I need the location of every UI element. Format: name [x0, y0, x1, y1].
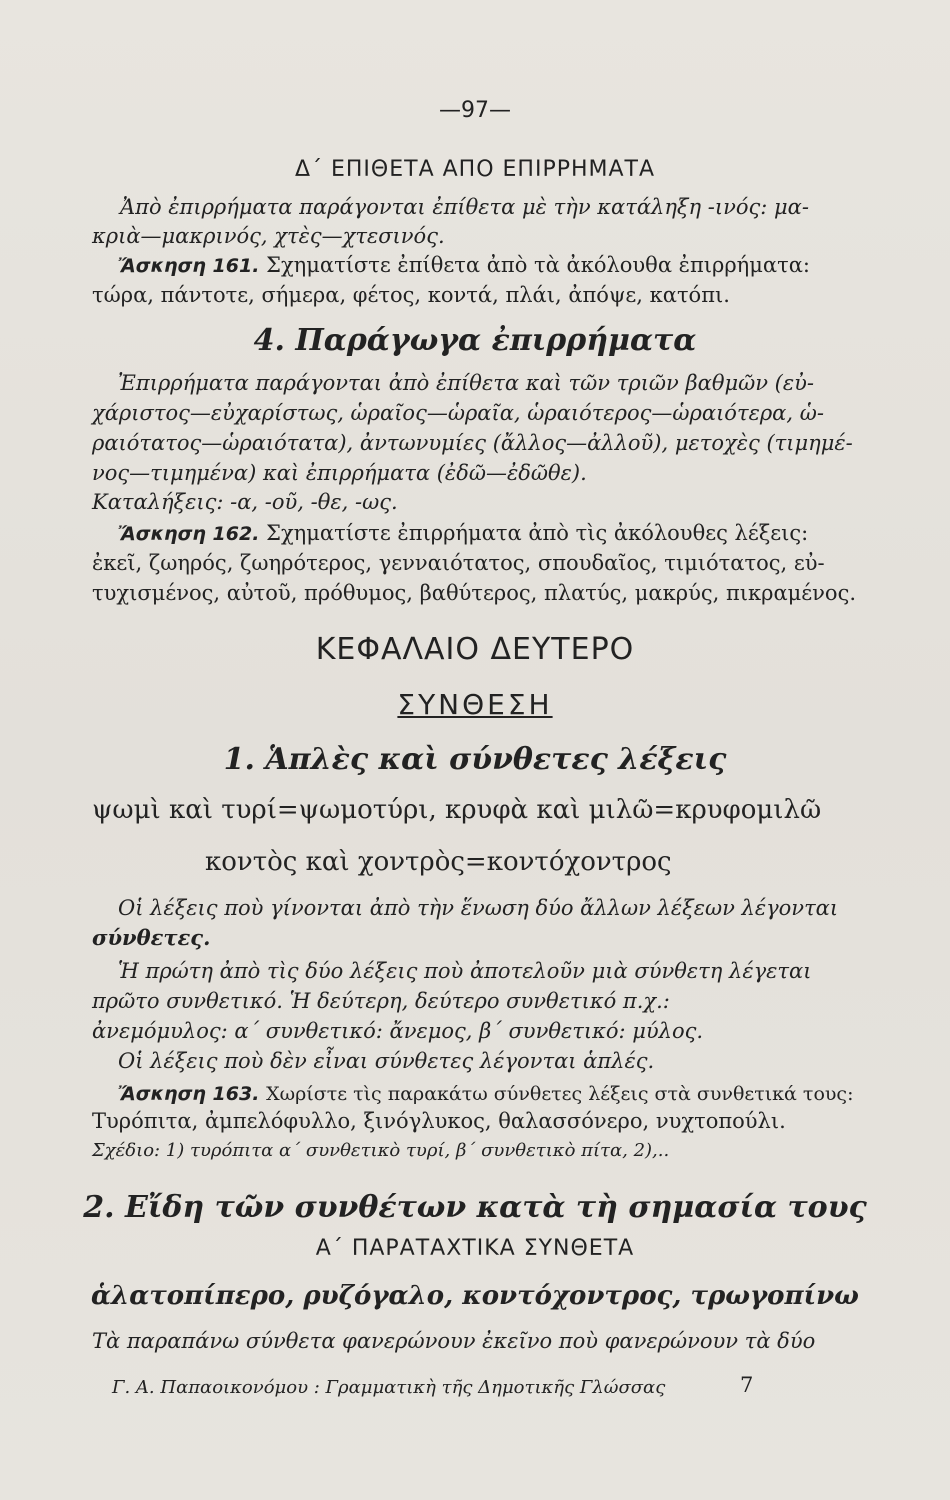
exercise-text: Χωρίστε τὶς παρακάτω σύνθετες λέξεις στὰ συνθετικά τους: — [266, 1083, 854, 1105]
exercise-163 — [118, 1080, 853, 1107]
exercise-plan: Σχέδιο: 1) τυρόπιτα α΄ συνθετικὸ τυρί, β΄ συνθετικὸ πίτα, 2),.. — [92, 1140, 670, 1161]
exercise-line: Τυρόπιτα, ἀμπελόφυλλο, ξινόγλυκος, θαλασσόνερο, νυχτοπούλι. — [92, 1109, 786, 1133]
chapter-title: ΚΕΦΑΛΑΙΟ ΔΕΥΤΕΡΟ — [315, 632, 635, 667]
paragraph-line: Ἐπιρρήματα παράγονται ἀπὸ ἐπίθετα καὶ τῶν τριῶν βαθμῶν (εὐ- — [118, 371, 815, 395]
exercise-text: Σχηματίστε ἐπιρρήματα ἀπὸ τὶς ἀκόλουθες λέξεις: — [266, 521, 809, 545]
exercise-label: Ἄσκηση 162. — [118, 523, 260, 545]
heading-compound-types: 2. Εἴδη τῶν συνθέτων κατὰ τὴ σημασία τους — [83, 1190, 867, 1225]
paragraph-line: κριὰ—μακρινός, χτὲς—χτεσινός. — [92, 224, 445, 248]
paragraph-line: πρῶτο συνθετικό. Ἡ δεύτερη, δεύτερο συνθετικό π.χ.: — [92, 989, 670, 1013]
paragraph-line: Τὰ παραπάνω σύνθετα φανερώνουν ἐκεῖνο ποὺ φανερώνουν τὰ δύο — [92, 1329, 816, 1353]
paragraph-line: Οἱ λέξεις ποὺ δὲν εἶναι σύνθετες λέγονται ἁπλές. — [118, 1049, 655, 1073]
paragraph-line: Ἡ πρώτη ἀπὸ τὶς δύο λέξεις ποὺ ἀποτελοῦν μιὰ σύνθετη λέγεται — [118, 959, 812, 983]
exercise-label: Ἄσκηση 163. — [118, 1083, 260, 1105]
exercise-line: ἐκεῖ, ζωηρός, ζωηρότερος, γενναιότατος, σπουδαῖος, τιμιότατος, εὐ- — [92, 551, 825, 575]
chapter-subtitle: ΣΥΝΘΕΣΗ — [397, 688, 553, 721]
footer-author: Γ. Α. Παπαοικονόμου : Γραμματικὴ τῆς Δημοτικῆς Γλώσσας — [112, 1377, 666, 1398]
example-line: κοντὸς καὶ χοντρὸς=κοντόχοντρος — [205, 847, 672, 877]
footer-sheet-number: 7 — [740, 1373, 754, 1397]
example-line: ψωμὶ καὶ τυρί=ψωμοτύρι, κρυφὰ καὶ μιλῶ=κρυφομιλῶ — [92, 795, 822, 825]
paragraph-line: νος—τιμημένα) καὶ ἐπιρρήματα (ἐδῶ—ἐδῶθε). — [92, 461, 587, 485]
section-title: Δ΄ ΕΠΙΘΕΤΑ ΑΠΟ ΕΠΙΡΡΗΜΑΤΑ — [294, 157, 656, 182]
paragraph-line: Οἱ λέξεις ποὺ γίνονται ἀπὸ τὴν ἕνωση δύο ἄλλων λέξεων λέγονται — [118, 896, 839, 920]
heading-derived-adverbs: 4. Παράγωγα ἐπιρρήματα — [253, 323, 697, 358]
paragraph-line: σύνθετες. — [92, 925, 211, 950]
exercise-line: τυχισμένος, αὐτοῦ, πρόθυμος, βαθύτερος, πλατύς, μακρύς, πικραμένος. — [92, 581, 857, 605]
exercise-text: Σχηματίστε ἐπίθετα ἀπὸ τὰ ἀκόλουθα ἐπιρρήματα: — [266, 253, 810, 277]
paragraph-line: χάριστος—εὐχαρίστως, ὡραῖος—ὡραῖα, ὡραιότερος—ὡραιότερα, ὡ- — [92, 401, 824, 425]
paragraph-line: ραιότατος—ὡραιότατα), ἀντωνυμίες (ἄλλος—ἀλλοῦ), μετοχὲς (τιμημέ- — [92, 431, 853, 455]
paragraph-line: ἀνεμόμυλος: α΄ συνθετικό: ἄνεμος, β΄ συνθετικό: μύλος. — [92, 1019, 704, 1043]
page-number: —97— — [439, 98, 511, 123]
paragraph-line: Ἀπὸ ἐπιρρήματα παράγονται ἐπίθετα μὲ τὴν κατάληξη -ινός: μα- — [120, 195, 809, 219]
endings-line: Καταλήξεις: -α, -οῦ, -θε, -ως. — [92, 490, 398, 514]
exercise-161 — [118, 252, 810, 279]
exercise-162 — [118, 520, 808, 547]
exercise-label: Ἄσκηση 161. — [118, 255, 260, 277]
exercise-line: τώρα, πάντοτε, σήμερα, φέτος, κοντά, πλάι, ἀπόψε, κατόπι. — [92, 283, 730, 307]
example-line: ἁλατοπίπερο, ρυζόγαλο, κοντόχοντρος, τρωγοπίνω — [91, 1281, 859, 1311]
heading-simple-compound-words: 1. Ἁπλὲς καὶ σύνθετες λέξεις — [223, 742, 727, 777]
subheading-paratactic: Α΄ ΠΑΡΑΤΑΧΤΙΚΑ ΣΥΝΘΕΤΑ — [315, 1236, 635, 1261]
